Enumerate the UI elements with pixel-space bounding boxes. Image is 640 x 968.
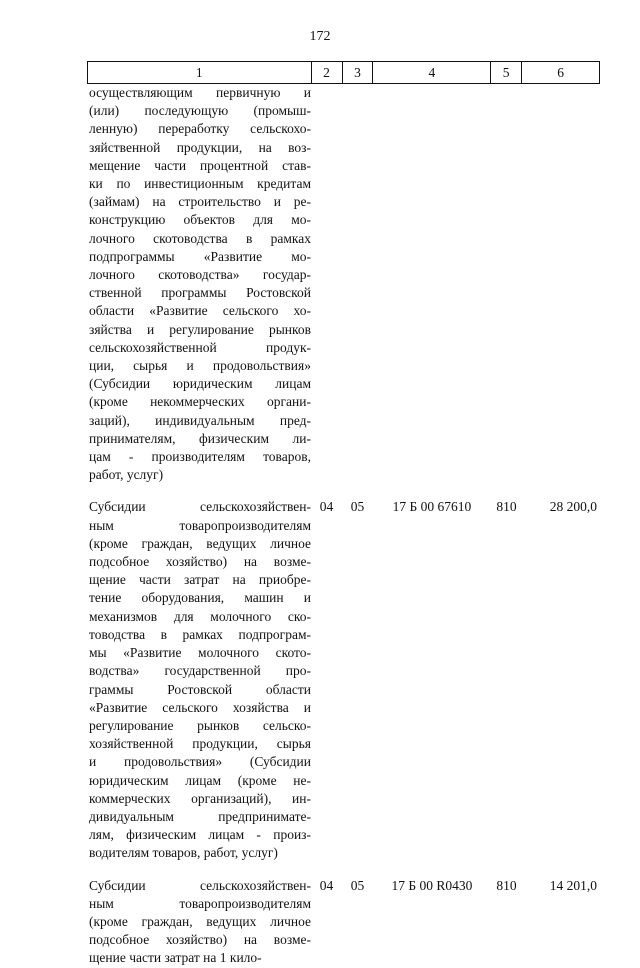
row-description (87, 877, 311, 968)
description-line: зяйственной продукции, на воз- (89, 139, 311, 155)
description-line: «Развитие сельского хозяйства и (89, 699, 311, 715)
description-line: Субсидии сельскохозяйствен- (89, 499, 311, 515)
header-col-5: 5 (491, 62, 522, 83)
header-col-6: 6 (522, 62, 600, 83)
description-line: подпрограммы «Развитие мо- (89, 248, 311, 264)
expense-type-cell: 810 (496, 877, 517, 893)
description-line: ции, сырья и продовольствия» (89, 358, 311, 374)
header-col-1: 1 (88, 62, 312, 83)
table-row (87, 877, 600, 968)
description-line: подсобное хозяйство) на возме- (89, 932, 311, 948)
description-line: ленную) переработку сельскохо- (89, 121, 311, 137)
description-line: осуществляющим первичную и (89, 85, 311, 100)
description-line: зяйства и регулирование рынков (89, 321, 311, 337)
section-code-cell (311, 84, 342, 484)
description-line: мы «Развитие молочного ското- (89, 645, 311, 661)
description-line: юридическим лицам (кроме не- (89, 772, 311, 788)
section-code-cell: 04 (319, 877, 334, 893)
header-col-4: 4 (373, 62, 491, 83)
description-line: ным товаропроизводителям (89, 517, 311, 533)
description-line: ки по инвестиционным кредитам (89, 176, 311, 192)
section-code-cell: 04 (319, 499, 334, 515)
description-line: дивидуальным предпринимате- (89, 808, 311, 824)
table-body (87, 84, 600, 968)
description-line: водства» государственной про- (89, 663, 311, 679)
description-line: лочного скотоводства в рамках (89, 230, 311, 246)
target-article-cell: 17 Б 00 67610 (392, 499, 472, 515)
description-line: щение части затрат на приобре- (89, 572, 311, 588)
description-line: (кроме некоммерческих органи- (89, 394, 311, 410)
amount-cell: 28 200,0 (549, 499, 597, 515)
table-row (87, 84, 600, 484)
description-line: конструкцию объектов для мо- (89, 212, 311, 228)
subsection-code-cell (342, 84, 373, 484)
description-line: заций), индивидуальным пред- (89, 412, 311, 428)
description-line: лочного скотоводства» государ- (89, 267, 311, 283)
subsection-code-cell: 05 (350, 499, 365, 515)
description-line: работ, услуг) (89, 467, 164, 483)
row-description (87, 498, 311, 862)
description-line: цам - производителям товаров, (89, 449, 311, 465)
table-header-row (87, 61, 600, 84)
amount-cell (522, 84, 600, 484)
description-line: хозяйственной продукции, сырья (89, 736, 311, 752)
description-line: области «Развитие сельского хо- (89, 303, 311, 319)
description-line: подсобное хозяйство) на возме- (89, 554, 311, 570)
description-line: (займам) на строительство и ре- (89, 194, 311, 210)
target-article-cell: 17 Б 00 R0430 (391, 877, 473, 893)
description-line: коммерческих организаций), ин- (89, 790, 311, 806)
header-col-2: 2 (312, 62, 343, 83)
expense-type-cell (491, 84, 522, 484)
description-line: (кроме граждан, ведущих личное (89, 913, 311, 929)
description-line: (Субсидии юридическим лицам (89, 376, 311, 392)
description-line: щение части затрат на 1 кило- (89, 950, 262, 966)
description-line: тение оборудования, машин и (89, 590, 311, 606)
expense-type-cell: 810 (496, 499, 517, 515)
description-line: лям, физическим лицам - произ- (89, 827, 311, 843)
description-line: принимателям, физическим ли- (89, 430, 311, 446)
table-row (87, 498, 600, 862)
page-number: 172 (309, 29, 331, 44)
description-line: сельскохозяйственной продук- (89, 339, 311, 355)
target-article-cell (373, 84, 491, 484)
description-line: ным товаропроизводителям (89, 895, 311, 911)
description-line: механизмов для молочного ско- (89, 608, 311, 624)
header-col-3: 3 (343, 62, 374, 83)
row-description (87, 84, 311, 484)
description-line: мещение части процентной став- (89, 157, 311, 173)
description-line: Субсидии сельскохозяйствен- (89, 877, 311, 893)
subsection-code-cell: 05 (350, 877, 365, 893)
description-line: (кроме граждан, ведущих личное (89, 535, 311, 551)
description-line: товодства в рамках подпрограм- (89, 626, 311, 642)
description-line: регулирование рынков сельско- (89, 717, 311, 733)
amount-cell: 14 201,0 (549, 877, 597, 893)
description-line: граммы Ростовской области (89, 681, 311, 697)
description-line: водителям товаров, работ, услуг) (89, 845, 278, 861)
description-line: и продовольствия» (Субсидии (89, 754, 311, 770)
budget-table (87, 61, 600, 968)
description-line: ственной программы Ростовской (89, 285, 311, 301)
description-line: (или) последующую (промыш- (89, 103, 311, 119)
